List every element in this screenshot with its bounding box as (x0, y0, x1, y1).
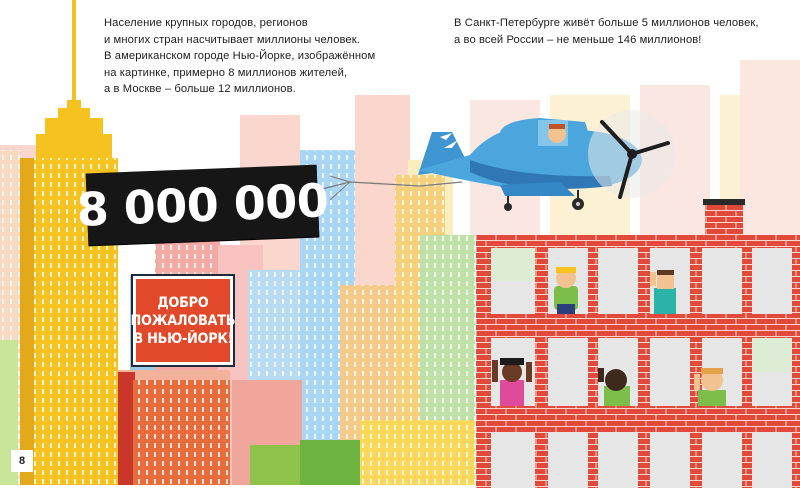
text-line: на картинке, примерно 8 миллионов жителей, (104, 66, 348, 79)
population-number: 8 000 000 (75, 173, 330, 237)
welcome-sign (130, 276, 236, 365)
propeller-icon (588, 110, 676, 198)
text-line: Население крупных городов, регионов (104, 17, 308, 29)
page-number: 8 (11, 450, 33, 472)
person-1 (554, 267, 578, 314)
welcome-line: ДОБРО (157, 294, 209, 311)
intro-paragraph (104, 15, 375, 98)
red-brick-building (476, 199, 800, 488)
text-line: В Санкт-Петербурге живёт больше 5 миллионов человек, (454, 17, 759, 29)
population-banner (75, 165, 330, 246)
text-line: а во всей России – не меньше 146 миллионов! (454, 33, 702, 46)
welcome-line: В НЬЮ-ЙОРК! (133, 330, 233, 347)
text-line: а в Москве – больше 12 миллионов. (104, 83, 296, 96)
russia-paragraph (454, 15, 759, 48)
text-line: В американском городе Нью-Йорке, изображённом (104, 50, 376, 63)
text-line: и многих стран насчитывает миллионы человек. (104, 33, 360, 46)
welcome-line: ПОЖАЛОВАТЬ (130, 312, 236, 329)
